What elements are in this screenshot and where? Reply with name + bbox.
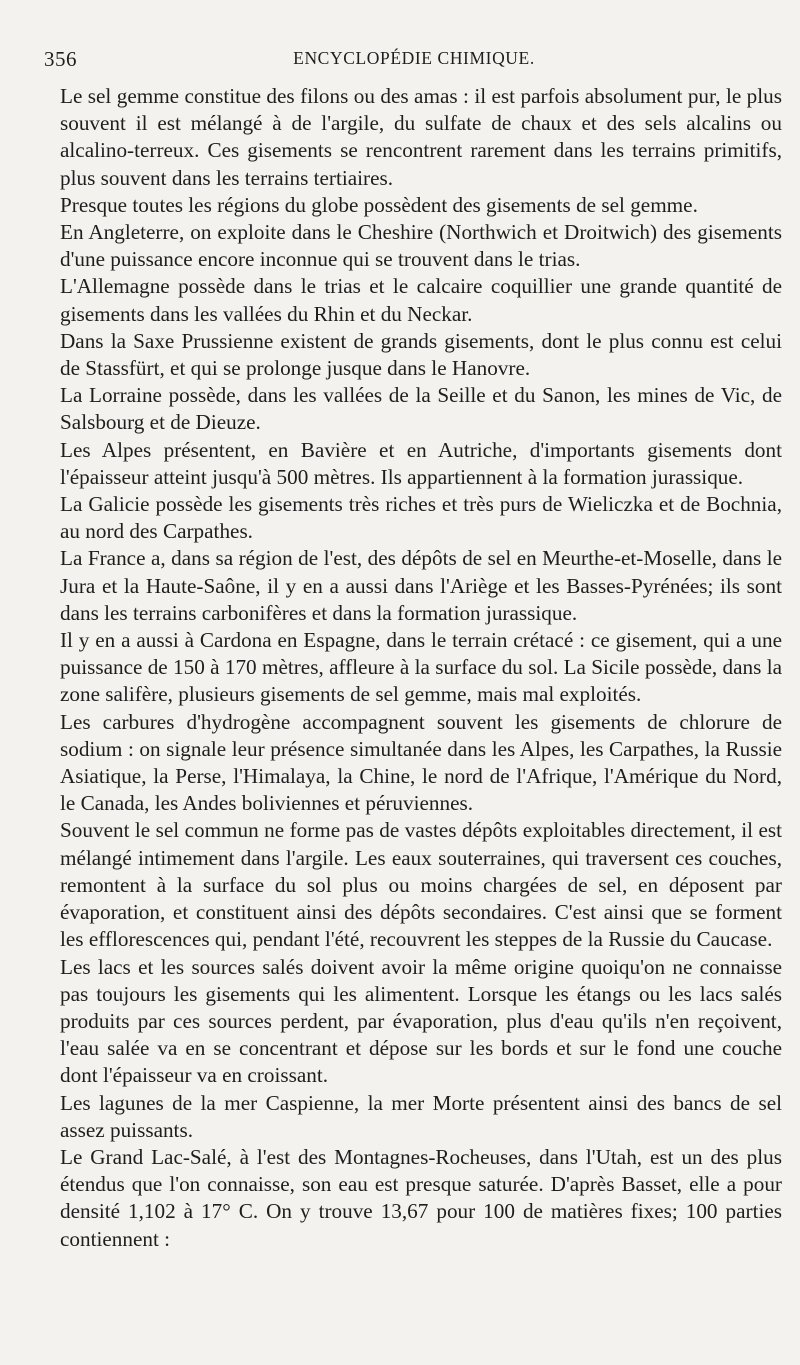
paragraph: Il y en a aussi à Cardona en Espagne, dans le terrain crétacé : ce gisement, qui a une puissance de 150 à 170 mètres, affleure à la surface du sol. La Sicile possède, dans la zone salifère, plusieurs gisements de sel gemme, mais mal exploités. [60,628,782,707]
paragraph: Les carbures d'hydrogène accompagnent souvent les gisements de chlorure de sodium : on signale leur présence simultanée dans les Alpes, les Carpathes, la Russie Asiatique, la Perse, l'Himalaya, la Chine, le nord de l'Afrique, l'Amérique du Nord, le Canada, les Andes boliviennes et péruviennes. [60,709,782,816]
page-number: 356 [44,47,77,71]
paragraph: L'Allemagne possède dans le trias et le calcaire coquillier une grande quantité de gisements dans les vallées du Rhin et du Neckar. [60,274,782,326]
body-text [60,83,782,1253]
paragraph: Souvent le sel commun ne forme pas de vastes dépôts exploitables directement, il est mélangé intimement dans l'argile. Les eaux souterraines, qui traversent ces couches, remontent à la surface du sol plus ou moins chargées de sel, en déposent par évaporation, et constituent ainsi des dépôts secondaires. C'est ainsi que se forment les efflorescences qui, pendant l'été, recouvrent les steppes de la Russie du Caucase. [60,818,782,952]
paragraph: La Galicie possède les gisements très riches et très purs de Wieliczka et de Bochnia, au nord des Carpathes. [60,492,782,544]
paragraph: La Lorraine possède, dans les vallées de la Seille et du Sanon, les mines de Vic, de Salsbourg et de Dieuze. [60,383,782,435]
paragraph: Les lacs et les sources salés doivent avoir la même origine quoiqu'on ne connaisse pas toujours les gisements qui les alimentent. Lorsque les étangs ou les lacs salés produits par ces sources perdent, par évaporation, plus d'eau qu'ils n'en reçoivent, l'eau salée va en se concentrant et dépose sur les bords et sur le fond une couche dont l'épaisseur va en croissant. [60,954,782,1088]
paragraph: Le sel gemme constitue des filons ou des amas : il est parfois absolument pur, le plus souvent il est mélangé à de l'argile, du sulfate de chaux et des sels alcalins ou alcalino-terreux. Ces gisements se rencontrent rarement dans les terrains primitifs, plus souvent dans les terrains tertiaires. [60,84,782,190]
running-title: ENCYCLOPÉDIE CHIMIQUE. [293,48,535,68]
page-header [44,47,784,75]
paragraph: Le Grand Lac-Salé, à l'est des Montagnes-Rocheuses, dans l'Utah, est un des plus étendus que l'on connaisse, son eau est presque saturée. D'après Basset, elle a pour densité 1,102 à 17° C. On y trouve 13,67 pour 100 de matières fixes; 100 parties contiennent : [60,1144,782,1251]
paragraph: En Angleterre, on exploite dans le Cheshire (Northwich et Droitwich) des gisements d'une puissance encore inconnue qui se trouvent dans le trias. [60,220,782,272]
paragraph: La France a, dans sa région de l'est, des dépôts de sel en Meurthe-et-Moselle, dans le Jura et la Haute-Saône, il y en a aussi dans l'Ariège et les Basses-Pyrénées; ils sont dans les terrains carbonifères et dans la formation jurassique. [60,546,782,625]
paragraph: Dans la Saxe Prussienne existent de grands gisements, dont le plus connu est celui de Stassfürt, et qui se prolonge jusque dans le Hanovre. [60,328,782,381]
paragraph: Presque toutes les régions du globe possèdent des gisements de sel gemme. [60,192,698,217]
paragraph: Les lagunes de la mer Caspienne, la mer Morte présentent ainsi des bancs de sel assez puissants. [60,1090,782,1142]
paragraph: Les Alpes présentent, en Bavière et en Autriche, d'importants gisements dont l'épaisseur atteint jusqu'à 500 mètres. Ils appartiennent à la formation jurassique. [60,437,782,489]
